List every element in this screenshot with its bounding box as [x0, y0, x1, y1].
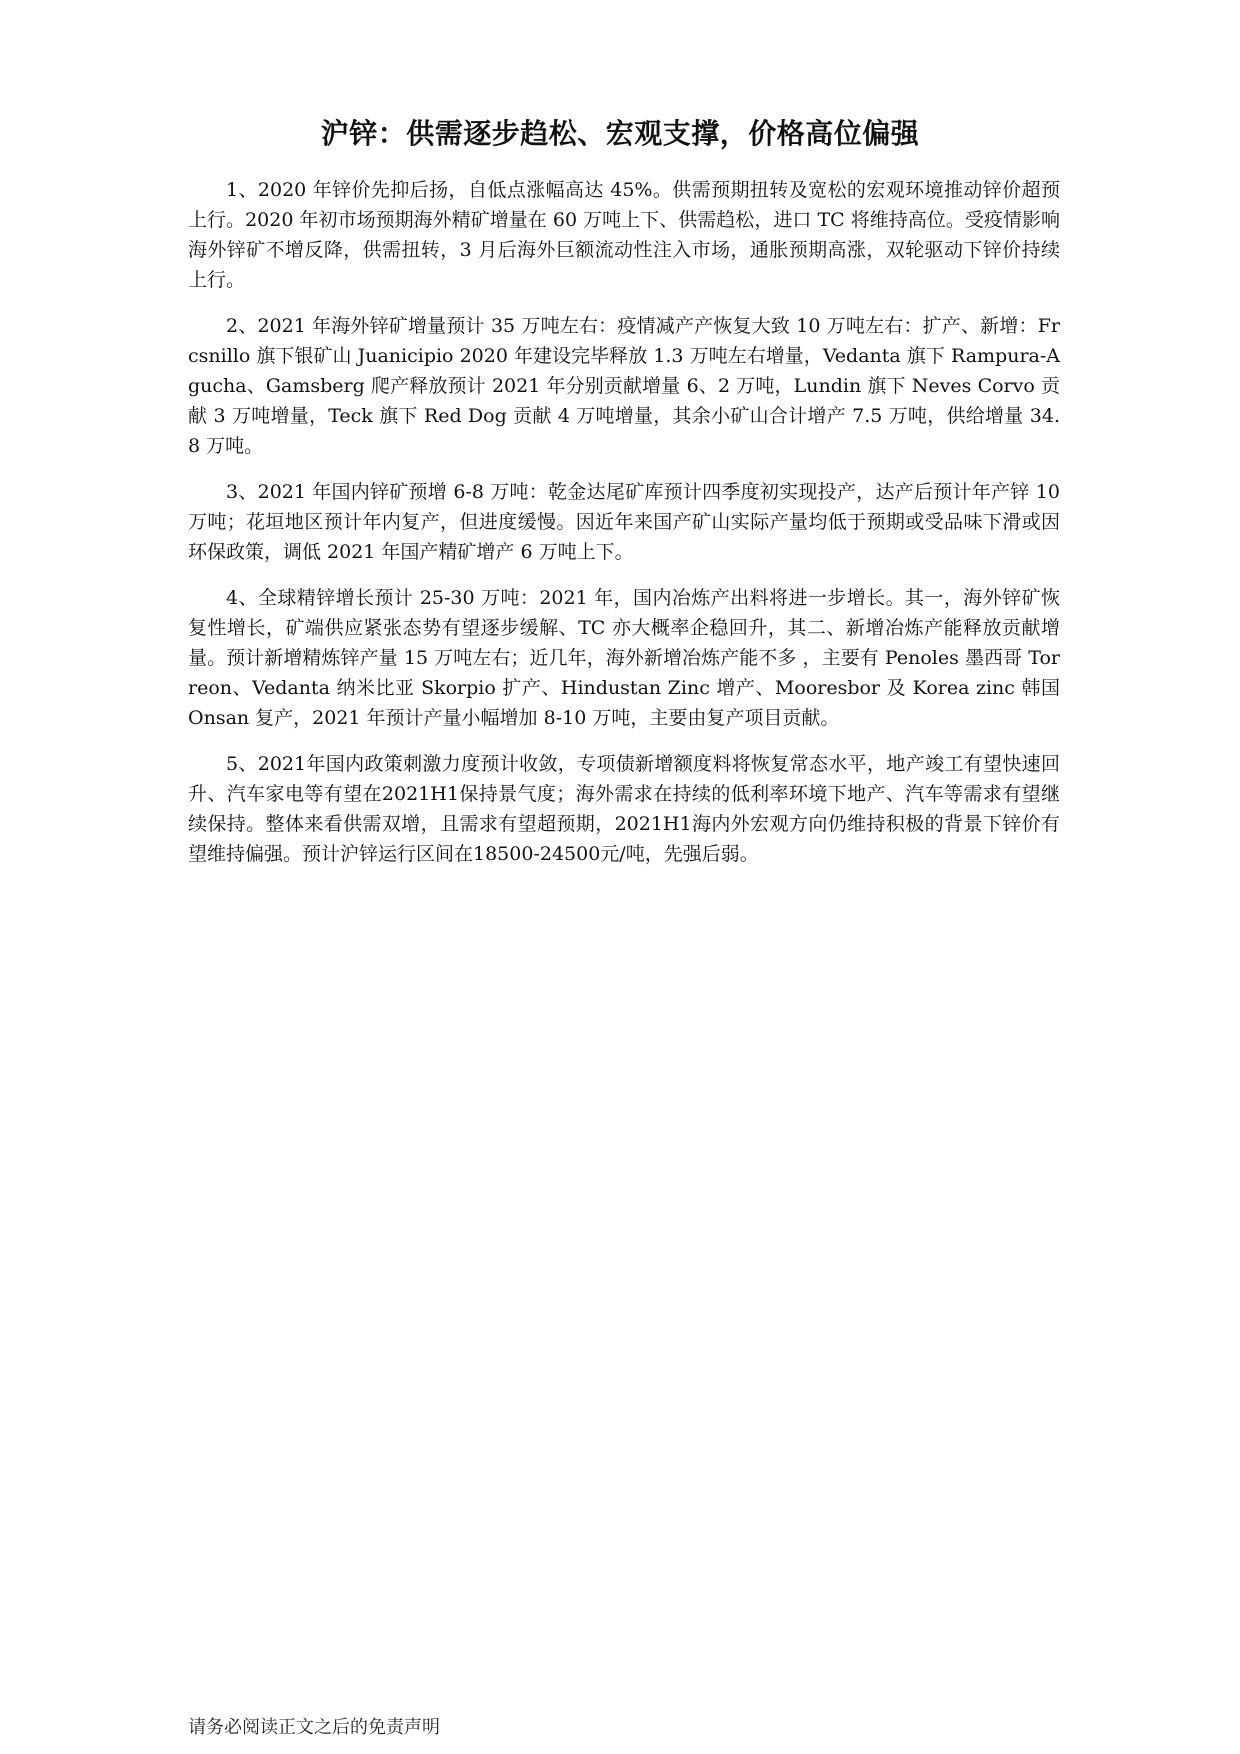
- paragraph-5: 5、2021年国内政策刺激力度预计收敛，专项债新增额度料将恢复常态水平，地产竣工有望快速回升、汽车家电等有望在2021H1保持景气度；海外需求在持续的低利率环境下地产、汽车等需求有望继续保持。整体来看供需双增，且需求有望超预期，2021H1海内外宏观方向仍维持积极的背景下锌价有望维持偏强。预计沪锌运行区间在18500-24500元/吨，先强后弱。: [188, 753, 1060, 865]
- paragraph-4: 4、全球精锌增长预计 25-30 万吨：2021 年，国内冶炼产出料将进一步增长。其一，海外锌矿恢复性增长，矿端供应紧张态势有望逐步缓解、TC 亦大概率企稳回升，其二、新增冶炼产能释放贡献增量。预计新增精炼锌产量 15 万吨左右；近几年，海外新增冶炼产能不多 ，主要有 Penoles 墨西哥 Torreon、Vedanta 纳米比亚 Skorpio 扩产、Hindustan Zinc 增产、Mooresbor 及 Korea zinc 韩国 Onsan 复产，2021 年预计产量小幅增加 8-10 万吨，主要由复产项目贡献。: [188, 587, 1060, 729]
- disclaimer-footer: 请务必阅读正文之后的免责声明: [188, 1717, 440, 1738]
- paragraph-3: 3、2021 年国内锌矿预增 6-8 万吨：乾金达尾矿库预计四季度初实现投产，达产后预计年产锌 10 万吨；花垣地区预计年内复产，但进度缓慢。因近年来国产矿山实际产量均低于预期或受品味下滑或因环保政策，调低 2021 年国产精矿增产 6 万吨上下。: [188, 481, 1060, 563]
- document-body: [188, 175, 1060, 885]
- document-title: 沪锌：供需逐步趋松、宏观支撑，价格高位偏强: [320, 117, 920, 150]
- paragraph-2: 2、2021 年海外锌矿增量预计 35 万吨左右：疫情减产产恢复大致 10 万吨左右：扩产、新增：Frcsnillo 旗下银矿山 Juanicipio 2020 年建设完毕释放 1.3 万吨左右增量，Vedanta 旗下 Rampura-Agucha、Gamsberg 爬产释放预计 2021 年分别贡献增量 6、2 万吨，Lundin 旗下 Neves Corvo 贡献 3 万吨增量，Teck 旗下 Red Dog 贡献 4 万吨增量，其余小矿山合计增产 7.5 万吨，供给增量 34.8 万吨。: [188, 315, 1060, 457]
- paragraph-1: 1、2020 年锌价先抑后扬，自低点涨幅高达 45%。供需预期扭转及宽松的宏观环境推动锌价超预上行。2020 年初市场预期海外精矿增量在 60 万吨上下、供需趋松，进口 TC 将维持高位。受疫情影响海外锌矿不增反降，供需扭转，3 月后海外巨额流动性注入市场，通胀预期高涨，双轮驱动下锌价持续上行。: [188, 179, 1060, 291]
